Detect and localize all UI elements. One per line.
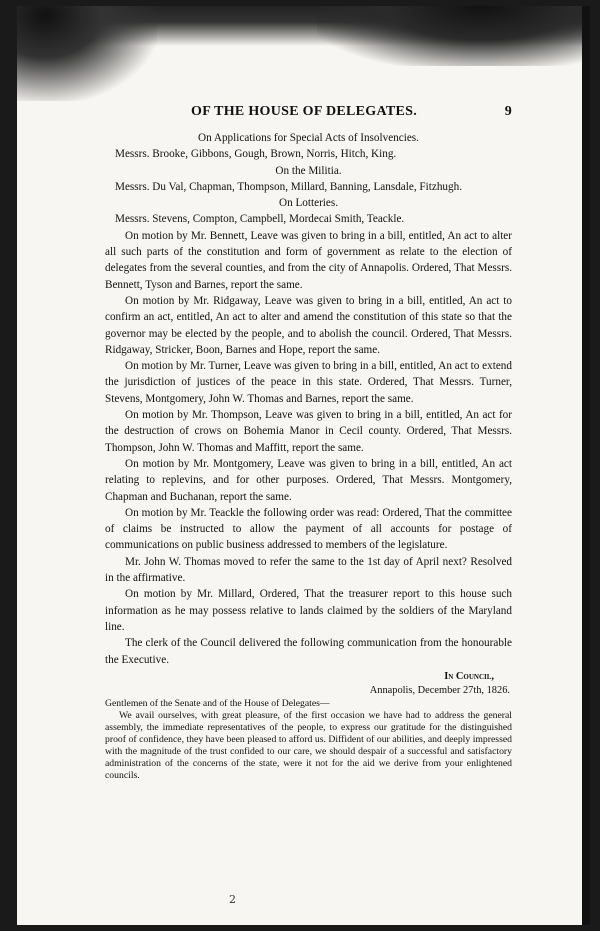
page-number: 9: [504, 104, 512, 119]
journal-paragraph: On motion by Mr. Bennett, Leave was given to bring in a bill, entitled, An act to alter all such parts of the constitution and form of government as relate to the election of delegates from the several counties, and from the city of Annapolis. Ordered, That Messrs. Bennett, Tyson and Barnes, report the same.: [105, 229, 512, 291]
journal-paragraph: On motion by Mr. Montgomery, Leave was given to bring in a bill, entitled, An act relating to replevins, and for other purposes. Ordered, That Messrs. Montgomery, Chapman and Buchanan, report the same.: [105, 457, 512, 503]
journal-body: [105, 130, 512, 668]
committee-heading: On the Militia.: [275, 164, 342, 177]
council-heading-block: [105, 670, 512, 698]
journal-paragraph: On motion by Mr. Thompson, Leave was given to bring in a bill, entitled, An act for the destruction of crows on Bohemia Manor in Cecil county. Ordered, That Messrs. Thompson, John W. Thomas and Maffitt, report the same.: [105, 409, 512, 454]
journal-paragraph: The clerk of the Council delivered the following communication from the honourable the Executive.: [105, 637, 512, 666]
committee-members: Messrs. Stevens, Compton, Campbell, Mordecai Smith, Teackle.: [115, 213, 405, 226]
journal-paragraph: On motion by Mr. Turner, Leave was given to bring in a bill, entitled, An act to extend the jurisdiction of justices of the peace in this state. Ordered, That Messrs. Turner, Stevens, Montgomery, John W. Thomas and Barnes, report the same.: [105, 360, 512, 405]
scan-shadow-top-right: [317, 6, 590, 66]
letter-body: We avail ourselves, with great pleasure, of the first occasion we have had to address the general assembly, the immediate representatives of the people, to express our gratitude for the distinguished proof of confidence, they have been pleased to afford us. Diffident of our abilities, and deeply impressed with the magnitude of the trust confided to our care, we should despair of a successful and satisfactory administration of the concerns of the state, were it not for the aid we derive from your enlightened councils.: [105, 709, 512, 781]
committee-members: Messrs. Du Val, Chapman, Thompson, Millard, Banning, Lansdale, Fitzhugh.: [115, 180, 462, 193]
journal-paragraph: On motion by Mr. Teackle the following order was read: Ordered, That the committee of claims be instructed to allow the payment of all accounts for postage of communications on public business addressed to members of the legislature.: [105, 506, 512, 552]
letter-salutation: Gentlemen of the Senate and of the House of Delegates—: [105, 697, 330, 709]
committee-heading: On Lotteries.: [278, 197, 339, 210]
journal-paragraph: On motion by Mr. Ridgaway, Leave was given to bring in a bill, entitled, An act to confirm an act, entitled, An act to alter and amend the constitution of this state so that the governor may be elected by the people, and to abolish the council. Ordered, That Messrs. Ridgaway, Stricker, Boon, Barnes and Hope, report the same.: [105, 294, 512, 356]
running-header: [105, 104, 512, 120]
committee-heading: On Applications for Special Acts of Insolvencies.: [198, 132, 419, 144]
signature-mark: 2: [229, 893, 236, 906]
council-dateline: Annapolis, December 27th, 1826.: [369, 684, 510, 696]
committee-members: Messrs. Brooke, Gibbons, Gough, Brown, Norris, Hitch, King.: [115, 148, 397, 161]
page-text: [105, 104, 512, 782]
executive-letter: [105, 698, 512, 782]
journal-paragraph: Mr. John W. Thomas moved to refer the same to the 1st day of April next? Resolved in the affirmative.: [105, 555, 512, 585]
running-title: OF THE HOUSE OF DELEGATES.: [191, 104, 418, 119]
scan-shadow-right: [582, 6, 590, 925]
scan-shadow-corner: [17, 6, 157, 101]
council-heading: In Council,: [444, 670, 494, 682]
scanned-page: [17, 6, 590, 925]
journal-paragraph: On motion by Mr. Millard, Ordered, That the treasurer report to this house such information as he may possess relative to lands claimed by the soldiers of the Maryland line.: [105, 588, 512, 633]
